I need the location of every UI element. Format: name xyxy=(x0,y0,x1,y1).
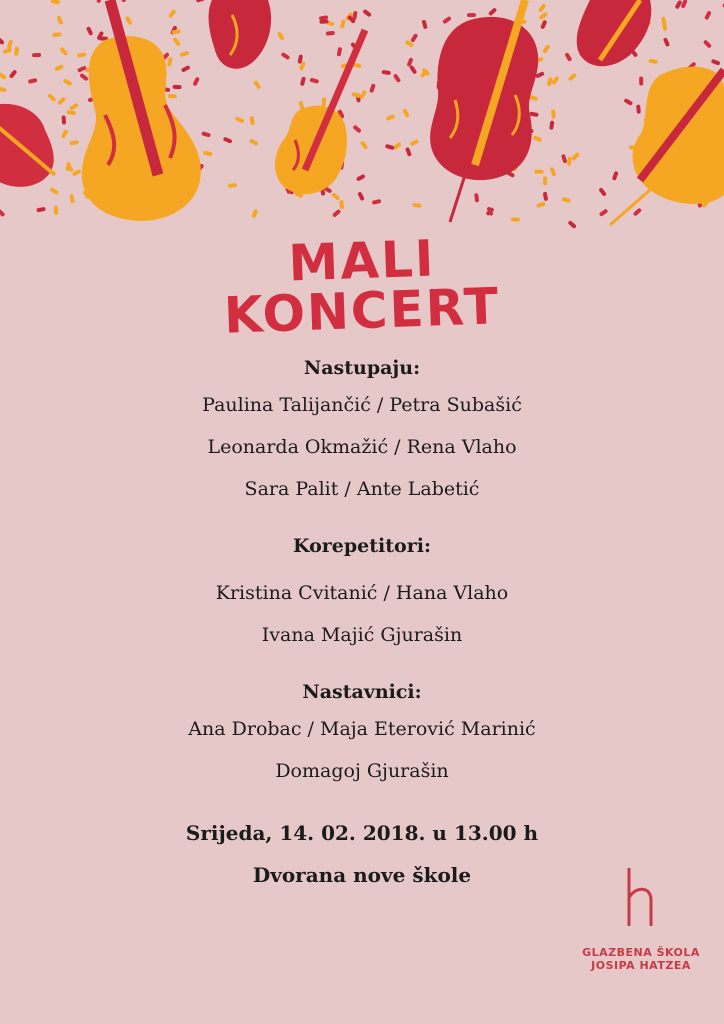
confetti-dash xyxy=(332,209,341,218)
confetti-dash xyxy=(352,124,361,133)
confetti-dash xyxy=(86,26,93,36)
confetti-dash xyxy=(49,187,59,195)
confetti-dash xyxy=(14,47,19,56)
confetti-dash xyxy=(121,0,129,3)
confetti-dash xyxy=(180,51,190,58)
confetti-dash xyxy=(386,114,396,121)
red-cello-top-icon xyxy=(209,0,272,69)
confetti-dash xyxy=(69,194,74,204)
confetti-dash xyxy=(337,47,343,57)
teachers-heading: Nastavnici: xyxy=(302,681,422,703)
confetti-dash xyxy=(28,78,38,84)
confetti-dash xyxy=(547,77,553,87)
confetti-dash xyxy=(648,59,658,64)
confetti-dash xyxy=(61,129,69,139)
confetti-dash xyxy=(663,37,670,47)
confetti-dash xyxy=(69,140,78,145)
accompanists-line: Ivana Majić Gjurašin xyxy=(261,624,463,646)
confetti-dash xyxy=(534,170,543,174)
confetti-dash xyxy=(681,0,688,9)
performers-line: Leonarda Okmažić / Rena Vlaho xyxy=(207,436,517,458)
event-datetime: Srijeda, 14. 02. 2018. u 13.00 h xyxy=(185,821,539,845)
confetti-dash xyxy=(704,10,712,20)
confetti-dash xyxy=(703,39,712,48)
confetti-dash xyxy=(568,73,577,82)
confetti-dash xyxy=(196,0,206,3)
small-orange-violin-icon xyxy=(275,30,365,194)
confetti-dash xyxy=(571,152,580,161)
confetti-dash xyxy=(54,64,64,71)
confetti-dash xyxy=(77,52,87,57)
confetti-dash xyxy=(251,209,258,219)
confetti-dash xyxy=(9,69,18,79)
confetti-dash xyxy=(406,57,413,67)
confetti-dash xyxy=(540,20,547,30)
confetti-dash xyxy=(474,193,479,202)
confetti-dash xyxy=(253,80,261,90)
confetti-dash xyxy=(172,85,181,90)
confetti-dash xyxy=(551,109,556,118)
confetti-dash xyxy=(382,70,391,75)
confetti-dash xyxy=(72,169,82,177)
confetti-dash xyxy=(550,167,557,177)
confetti-dash xyxy=(228,183,237,188)
confetti-dash xyxy=(711,59,721,66)
confetti-dash xyxy=(310,78,320,84)
concert-details xyxy=(0,352,724,896)
confetti-dash xyxy=(661,16,667,26)
title-line-2: KONCERT xyxy=(223,277,501,345)
confetti-dash xyxy=(223,137,233,144)
confetti-dash xyxy=(54,206,59,215)
confetti-dash xyxy=(623,98,633,106)
confetti-dash xyxy=(539,12,549,21)
confetti-dash xyxy=(356,174,366,182)
confetti-dash xyxy=(467,13,476,17)
confetti-dash xyxy=(77,65,87,72)
accompanists-line: Kristina Cvitanić / Hana Vlaho xyxy=(215,582,509,604)
confetti-dash xyxy=(249,116,254,126)
confetti-dash xyxy=(47,93,56,102)
confetti-dash xyxy=(61,115,66,124)
confetti-dash xyxy=(167,57,173,67)
confetti-dash xyxy=(488,7,497,16)
confetti-dash xyxy=(79,73,89,82)
confetti-dash xyxy=(543,192,549,202)
confetti-dash xyxy=(69,103,79,111)
confetti-dash xyxy=(410,33,418,43)
confetti-dash xyxy=(235,116,245,123)
confetti-dash xyxy=(362,9,372,18)
confetti-dash xyxy=(340,19,346,29)
confetti-dash xyxy=(442,16,452,24)
confetti-dash xyxy=(50,0,60,5)
confetti-dash xyxy=(561,154,568,164)
teachers-line: Domagoj Gjurašin xyxy=(275,760,449,782)
orange-cello-right-icon xyxy=(610,67,724,225)
confetti-dash xyxy=(201,131,211,137)
confetti-dash xyxy=(168,9,177,19)
confetti-dash xyxy=(300,76,306,86)
confetti-dash xyxy=(511,217,520,221)
performers-line: Sara Palit / Ante Labetić xyxy=(244,478,480,500)
teachers-line: Ana Drobac / Maja Eterović Marinić xyxy=(188,718,536,740)
confetti-dash xyxy=(639,76,643,85)
confetti-dash xyxy=(322,97,327,106)
confetti-dash xyxy=(422,20,428,30)
confetti-dash xyxy=(549,120,554,129)
confetti-dash xyxy=(56,15,63,25)
confetti-dash xyxy=(360,140,369,150)
confetti-dash xyxy=(0,208,5,217)
confetti-dash xyxy=(409,139,419,146)
confetti-dash xyxy=(369,83,376,93)
confetti-dash xyxy=(281,52,291,60)
confetti-dash xyxy=(32,53,41,57)
red-cello-center-icon xyxy=(430,0,538,222)
confetti-dash xyxy=(598,187,607,197)
confetti-dash xyxy=(59,47,68,56)
confetti-dash xyxy=(0,36,5,45)
confetti-dash xyxy=(567,156,572,166)
confetti-dash xyxy=(7,39,13,49)
school-logo xyxy=(582,864,700,972)
school-logo-mark-icon xyxy=(621,864,661,928)
logo-line-1: GLAZBENA ŠKOLA xyxy=(582,946,700,959)
confetti-dash xyxy=(405,147,412,157)
confetti-dash xyxy=(372,199,382,205)
confetti-dash xyxy=(168,94,177,98)
confetti-dash xyxy=(125,16,133,26)
confetti-dash xyxy=(393,73,401,83)
accompanists-heading: Korepetitori: xyxy=(293,535,431,557)
confetti-dash xyxy=(57,96,66,105)
confetti-dash xyxy=(203,150,213,156)
confetti-dash xyxy=(0,72,7,80)
confetti-dash xyxy=(564,52,572,62)
event-venue: Dvorana nove škole xyxy=(252,863,472,887)
confetti-dash xyxy=(357,191,365,201)
confetti-dash xyxy=(326,31,335,36)
confetti-dash xyxy=(249,138,259,146)
confetti-dash xyxy=(36,207,46,213)
confetti-dash xyxy=(536,201,546,208)
confetti-dash xyxy=(192,77,199,87)
confetti-dash xyxy=(412,203,421,208)
confetti-dash xyxy=(2,47,12,54)
confetti-dash xyxy=(52,32,61,37)
confetti-dash xyxy=(599,208,609,216)
title-line-1: MALI xyxy=(287,229,437,293)
confetti-dash xyxy=(339,200,344,209)
instruments-illustration xyxy=(0,0,724,230)
confetti-dash xyxy=(538,3,546,13)
confetti-dash xyxy=(392,142,402,151)
performers-line: Paulina Talijančić / Petra Subašić xyxy=(202,394,522,416)
confetti-dash xyxy=(543,176,547,185)
red-violin-top-right-icon xyxy=(577,0,652,66)
confetti-dash xyxy=(561,197,571,203)
confetti-dash xyxy=(385,144,395,150)
confetti-dash xyxy=(612,171,619,181)
confetti-dash xyxy=(181,65,191,73)
confetti-dash xyxy=(542,44,550,54)
red-cello-left-icon xyxy=(0,104,55,187)
confetti-dash xyxy=(277,31,285,41)
confetti-dash xyxy=(0,86,7,92)
confetti-dash xyxy=(551,76,560,86)
confetti-dash xyxy=(633,207,642,216)
logo-line-2: JOSIPA HATZEA xyxy=(591,959,691,972)
confetti-dash xyxy=(533,135,543,142)
confetti-dash xyxy=(675,0,683,9)
confetti-dash xyxy=(331,192,341,201)
performers-heading: Nastupaju: xyxy=(303,357,421,379)
confetti-dash xyxy=(529,112,539,117)
confetti-dash xyxy=(66,110,76,116)
confetti-dash xyxy=(97,0,101,3)
confetti-dash xyxy=(409,65,417,75)
confetti-dash xyxy=(402,108,410,118)
confetti-dash xyxy=(63,78,73,86)
confetti-dash xyxy=(636,104,641,113)
confetti-dash xyxy=(172,37,181,47)
